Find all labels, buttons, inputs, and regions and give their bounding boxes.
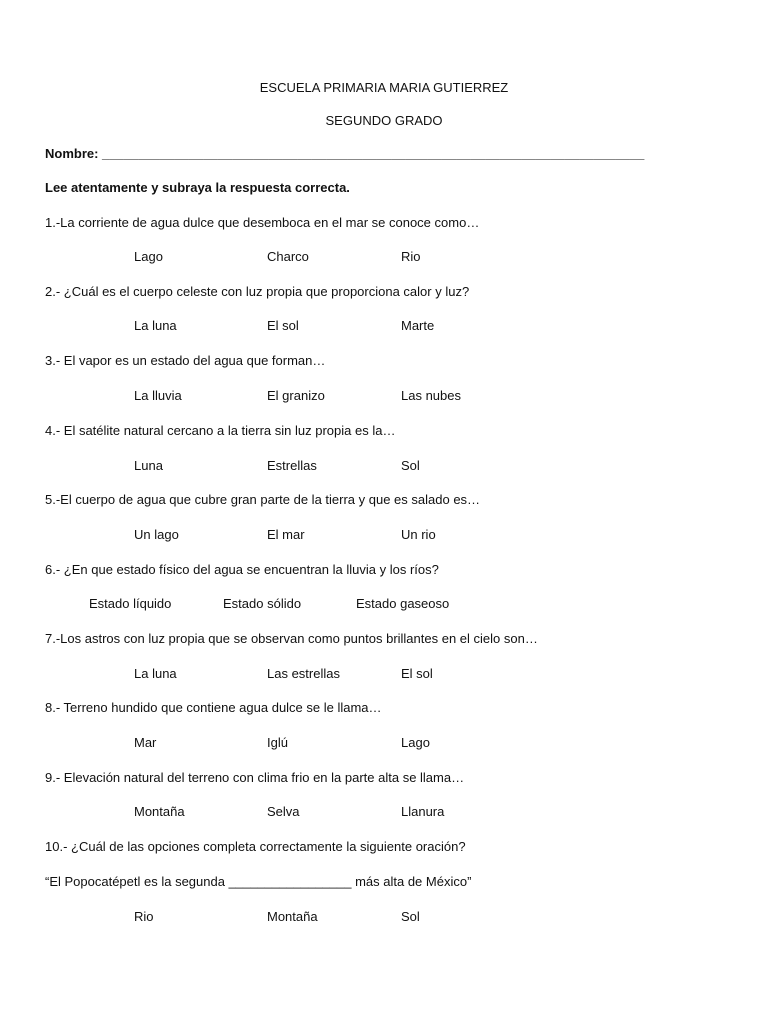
q4-option-a: Luna: [134, 458, 163, 473]
q7-option-a: La luna: [134, 666, 177, 681]
q4-option-c: Sol: [401, 458, 420, 473]
q5-option-b: El mar: [267, 527, 305, 542]
q7-option-b: Las estrellas: [267, 666, 340, 681]
q10-option-a: Rio: [134, 909, 154, 924]
question-4: 4.- El satélite natural cercano a la tierra sin luz propia es la…: [45, 423, 396, 438]
question-2: 2.- ¿Cuál es el cuerpo celeste con luz propia que proporciona calor y luz?: [45, 284, 470, 299]
grade-title: SEGUNDO GRADO: [325, 113, 443, 128]
q1-option-a: Lago: [134, 249, 163, 264]
q1-option-b: Charco: [267, 249, 309, 264]
q10-option-b: Montaña: [267, 909, 318, 924]
question-8: 8.- Terreno hundido que contiene agua dulce se le llama…: [45, 700, 382, 715]
question-10: 10.- ¿Cuál de las opciones completa correctamente la siguiente oración?: [45, 839, 466, 854]
question-3: 3.- El vapor es un estado del agua que forman…: [45, 353, 326, 368]
name-field-line: Nombre: ___________________________________________________________________________: [45, 146, 645, 161]
q9-option-a: Montaña: [134, 804, 185, 819]
q6-option-b: Estado sólido: [223, 596, 302, 611]
q6-option-c: Estado gaseoso: [356, 596, 450, 611]
q9-option-b: Selva: [267, 804, 300, 819]
q3-option-a: La lluvia: [134, 388, 182, 403]
q5-option-c: Un rio: [401, 527, 436, 542]
question-10-sentence: “El Popocatépetl es la segunda _________________ más alta de México”: [45, 874, 472, 889]
q2-option-a: La luna: [134, 318, 177, 333]
question-6: 6.- ¿En que estado físico del agua se encuentran la lluvia y los ríos?: [45, 562, 439, 577]
q9-option-c: Llanura: [401, 804, 445, 819]
question-5: 5.-El cuerpo de agua que cubre gran parte de la tierra y que es salado es…: [45, 492, 481, 507]
q3-option-c: Las nubes: [401, 388, 461, 403]
question-1: 1.-La corriente de agua dulce que desemboca en el mar se conoce como…: [45, 215, 480, 230]
q7-option-c: El sol: [401, 666, 433, 681]
instructions: Lee atentamente y subraya la respuesta correcta.: [45, 180, 350, 195]
q10-option-c: Sol: [401, 909, 420, 924]
school-name: ESCUELA PRIMARIA MARIA GUTIERREZ: [259, 80, 509, 95]
question-7: 7.-Los astros con luz propia que se observan como puntos brillantes en el cielo son…: [45, 631, 538, 646]
q3-option-b: El granizo: [267, 388, 325, 403]
q6-option-a: Estado líquido: [89, 596, 172, 611]
q1-option-c: Rio: [401, 249, 421, 264]
q5-option-a: Un lago: [134, 527, 179, 542]
q8-option-a: Mar: [134, 735, 157, 750]
q8-option-b: Iglú: [267, 735, 288, 750]
q2-option-b: El sol: [267, 318, 299, 333]
q4-option-b: Estrellas: [267, 458, 317, 473]
question-9: 9.- Elevación natural del terreno con clima frio en la parte alta se llama…: [45, 770, 465, 785]
q2-option-c: Marte: [401, 318, 435, 333]
q8-option-c: Lago: [401, 735, 430, 750]
